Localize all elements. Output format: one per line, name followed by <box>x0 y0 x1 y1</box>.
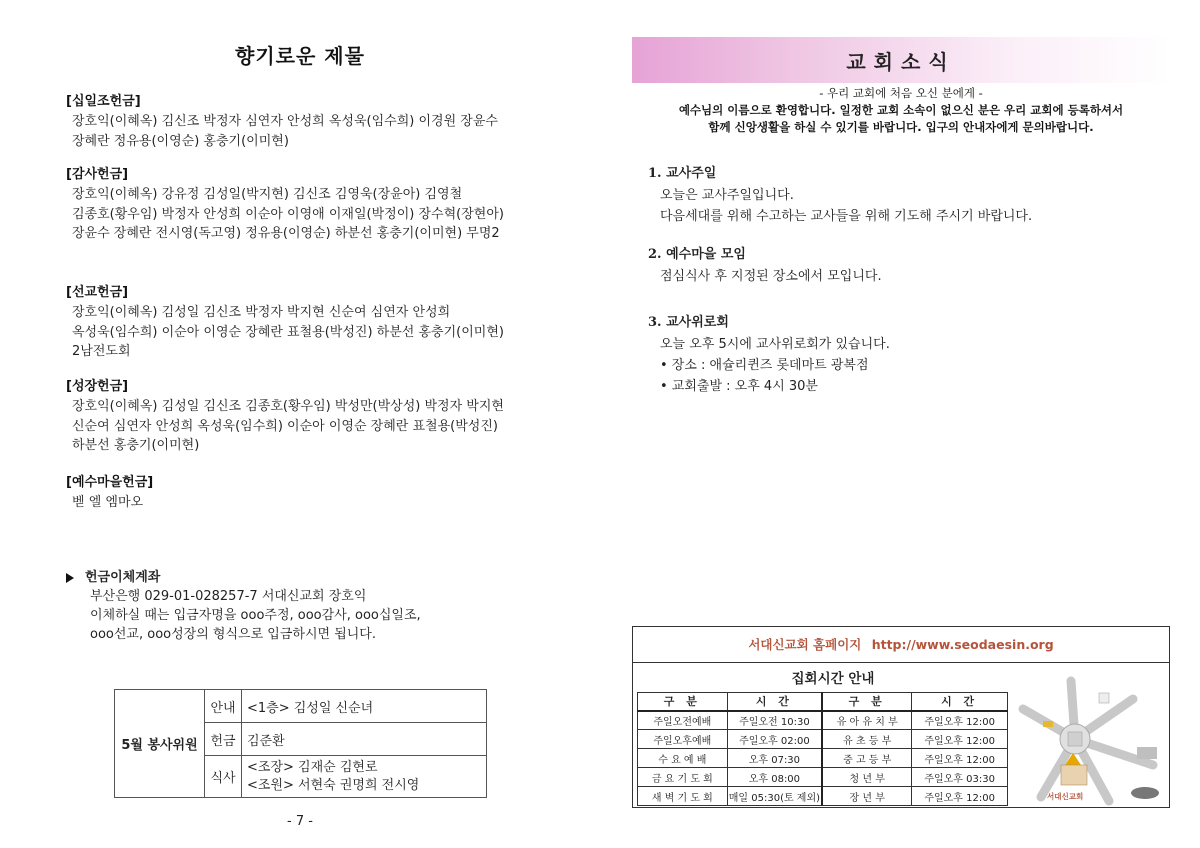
schedule-row <box>638 787 1008 806</box>
account-line: 부산은행 029-01-028257-7 서대신교회 장호익 <box>90 589 367 604</box>
schedule-cell: 새 벽 기 도 회 <box>638 787 728 806</box>
offering-names-line: 옥성욱(임수희) 이순아 이영순 장혜란 표철용(박성진) 하분선 홍충기(이미현) <box>72 324 504 340</box>
offering-names-line: 김종호(황우임) 박정자 안성희 이순아 이영애 이재일(박정이) 장수혁(장현아) <box>72 206 504 222</box>
account-title: 헌금이체계좌 <box>85 570 161 585</box>
news-line: 점심식사 후 지정된 장소에서 모입니다. <box>660 269 882 284</box>
account-line: 이체하실 때는 입금자명을 ooo주정, ooo감사, ooo십일조, <box>90 608 421 623</box>
offering-section-thanks <box>66 165 546 244</box>
news-heading: 3. 교사위로회 <box>648 315 729 330</box>
schedule-cell: 주일오전 10:30 <box>727 711 822 730</box>
schedule-cell: 주일오후예배 <box>638 730 728 749</box>
location-map <box>1013 669 1169 807</box>
schedule-cell: 매일 05:30(토 제외) <box>727 787 822 806</box>
volunteer-heading: 5월 봉사위원 <box>115 690 205 798</box>
schedule-cell: 오후 07:30 <box>727 749 822 768</box>
volunteer-names-line: <조장> 김재순 김현로 <box>247 759 378 775</box>
offering-section-tithe <box>66 92 546 151</box>
offering-names-line: 2남전도회 <box>72 344 131 359</box>
news-item-village-meeting <box>648 244 1168 287</box>
offering-names-line: 장혜란 정유용(이영순) 홍충기(이미현) <box>72 133 289 149</box>
schedule-header: 구 분 <box>638 693 728 711</box>
homepage-bar <box>633 627 1169 663</box>
news-bullet: • 장소 : 애슐리퀸즈 롯데마트 광복점 <box>660 358 869 373</box>
offering-heading: [예수마을헌금] <box>66 475 154 490</box>
volunteer-names: <1층> 김성일 신순녀 <box>242 690 487 723</box>
offering-heading: [십일조헌금] <box>66 94 141 109</box>
schedule-row <box>638 730 1008 749</box>
offering-section-village <box>66 473 546 513</box>
news-bullet: • 교회출발 : 오후 4시 30분 <box>660 379 818 394</box>
schedule-cell: 유 아 유 치 부 <box>822 711 912 730</box>
offering-heading: [선교헌금] <box>66 285 129 300</box>
schedule-cell: 오후 08:00 <box>727 768 822 787</box>
page-title: 향기로운 제물 <box>235 44 365 68</box>
schedule-cell: 주일오후 12:00 <box>912 787 1008 806</box>
triangle-right-icon <box>66 573 74 583</box>
offering-names-line: 장호익(이혜옥) 김성일 김신조 김종호(황우임) 박성만(박상성) 박정자 박지현 <box>72 399 504 414</box>
homepage-label: 서대신교회 홈페이지 <box>748 637 862 652</box>
church-info-box <box>632 626 1170 808</box>
schedule-cell: 주일오후 12:00 <box>912 711 1008 730</box>
schedule-header: 시 간 <box>912 693 1008 711</box>
volunteer-table <box>114 689 487 798</box>
schedule-row <box>638 749 1008 768</box>
volunteer-names-line: <조원> 서현숙 권명희 전시영 <box>247 777 420 793</box>
offering-heading: [감사헌금] <box>66 167 129 182</box>
schedule-cell: 장 년 부 <box>822 787 912 806</box>
schedule-cell: 수 요 예 배 <box>638 749 728 768</box>
news-heading: 2. 예수마을 모임 <box>648 247 746 262</box>
news-line: 오늘 오후 5시에 교사위로회가 있습니다. <box>660 337 890 352</box>
offering-heading: [성장헌금] <box>66 379 129 394</box>
schedule-cell: 유 초 등 부 <box>822 730 912 749</box>
schedule-cell: 주일오후 02:00 <box>727 730 822 749</box>
account-line: ooo선교, ooo성장의 형식으로 입금하시면 됩니다. <box>90 627 377 642</box>
map-graphic <box>1013 669 1169 807</box>
schedule-row <box>638 768 1008 787</box>
schedule-cell: 청 년 부 <box>822 768 912 787</box>
offering-names-line: 장호익(이혜옥) 김성일 김신조 박정자 박지현 신순여 심연자 안성희 <box>72 305 451 320</box>
news-heading: 1. 교사주일 <box>648 166 717 181</box>
offering-names-line: 장호익(이혜옥) 김신조 박정자 심연자 안성희 옥성욱(임수희) 이경원 장윤수 <box>72 114 498 129</box>
map-church-label: 서대신교회 <box>1047 792 1084 801</box>
schedule-header: 시 간 <box>727 693 822 711</box>
schedule-header: 구 분 <box>822 693 912 711</box>
news-item-teacher-party <box>648 312 1168 397</box>
offering-names-line: 장윤수 장혜란 전시영(독고영) 정유용(이영순) 하분선 홍충기(이미현) 무명2 <box>72 226 500 241</box>
schedule-cell: 주일오후 12:00 <box>912 749 1008 768</box>
news-line: 오늘은 교사주일입니다. <box>660 188 794 203</box>
schedule-cell: 주일오후 03:30 <box>912 768 1008 787</box>
schedule-cell: 주일오전예배 <box>638 711 728 730</box>
news-title-band <box>632 37 1170 83</box>
offering-names-line: 장호익(이혜옥) 강유정 김성일(박지현) 김신조 김영욱(장윤아) 김영철 <box>72 187 463 202</box>
news-title: 교회소식 <box>846 49 956 74</box>
welcome-heading: - 우리 교회에 처음 오신 분에게 - <box>819 86 983 100</box>
page-number: - 7 - <box>287 814 313 829</box>
offering-names-line: 신순여 심연자 안성희 옥성욱(임수희) 이순아 이영순 장혜란 표철용(박성진) <box>72 418 498 434</box>
volunteer-role: 식사 <box>205 756 242 798</box>
schedule-row <box>638 711 1008 730</box>
schedule-title: 집회시간 안내 <box>791 671 875 687</box>
account-heading <box>66 568 546 587</box>
account-info <box>66 568 546 644</box>
news-item-teachers-sunday <box>648 163 1168 227</box>
welcome-line: 함께 신앙생활을 하실 수 있기를 바랍니다. 입구의 안내자에게 문의바랍니다. <box>708 120 1094 134</box>
schedule-table <box>637 692 1008 806</box>
news-line: 다음세대를 위해 수고하는 교사들을 위해 기도해 주시기 바랍니다. <box>660 209 1033 224</box>
volunteer-names: 김준환 <box>242 723 487 756</box>
welcome-line: 예수님의 이름으로 환영합니다. 일정한 교회 소속이 없으신 분은 우리 교회에 등록하셔서 <box>678 103 1124 117</box>
offering-section-growth <box>66 377 546 456</box>
offering-section-mission <box>66 283 546 362</box>
volunteer-names <box>242 756 487 798</box>
offering-names-line: 하분선 홍충기(이미현) <box>72 438 200 453</box>
welcome-message <box>632 85 1170 136</box>
homepage-link[interactable]: http://www.seodaesin.org <box>871 637 1054 652</box>
schedule-cell: 주일오후 12:00 <box>912 730 1008 749</box>
schedule-cell: 금 요 기 도 회 <box>638 768 728 787</box>
schedule-cell: 중 고 등 부 <box>822 749 912 768</box>
volunteer-role: 헌금 <box>205 723 242 756</box>
volunteer-role: 안내 <box>205 690 242 723</box>
offering-names-line: 벧 엘 엠마오 <box>72 495 144 510</box>
